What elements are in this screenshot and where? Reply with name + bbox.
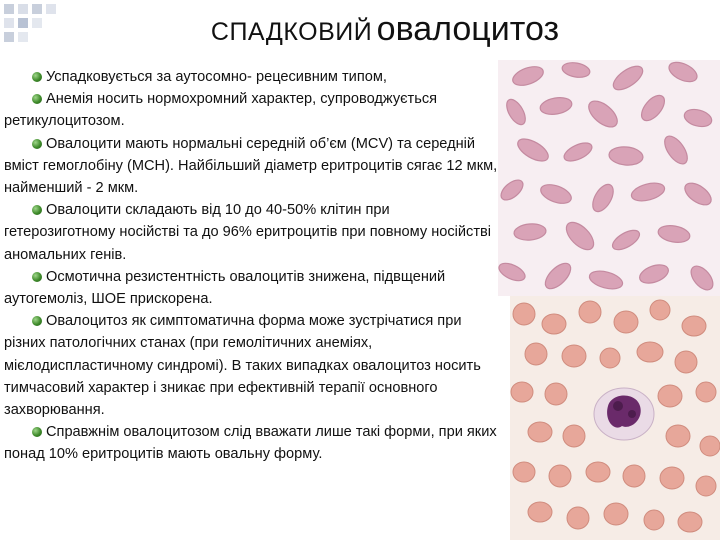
ovalocytes-micrograph — [498, 60, 720, 296]
decorative-squares-icon — [0, 0, 60, 48]
paragraph-3: Овалоцити мають нормальні середній об’єм (MCV) та середній вміст гемоглобіну (MCH). Найбільший діаметр еритроцитів сягає 12 мкм, найменший - 2 мкм. — [4, 135, 498, 197]
bullet-icon — [32, 316, 42, 326]
bullet-icon — [32, 72, 42, 82]
bullet-icon — [32, 139, 42, 149]
paragraph-6: Овалоцитоз як симптоматична форма може зустрічатися при різних патологічних станах (при гемолітичних анеміях, мієлодиспластичному синдромі). В таких випадках овалоцитоз носить тимчасовий характер і зникає при ефективній терапії основного захворювання. — [4, 313, 481, 419]
paragraph-4: Овалоцити складають від 10 до 40-50% клітин при гетерозиготному носійстві та до 96% еритроцитів при повному носійстві аномальних генів. — [4, 202, 492, 263]
paragraph-1: Успадковується за аутосомно- рецесивним типом, — [46, 69, 387, 85]
paragraph-5: Осмотична резистентність овалоцитів знижена, підвщений аутогемоліз, ШОЕ прискорена. — [4, 268, 446, 308]
title-part-2: овалоцитоз — [376, 10, 560, 48]
paragraph-2: Анемія носить нормохромний характер, супроводжується ретикулоцитозом. — [4, 91, 438, 130]
bullet-list — [4, 66, 504, 466]
bullet-icon — [32, 427, 42, 437]
title-part-1: СПАДКОВИЙ — [210, 18, 373, 46]
blood-smear-micrograph — [510, 296, 720, 540]
bullet-icon — [32, 272, 42, 282]
paragraph-7: Справжнім овалоцитозом слід вважати лише такі форми, при яких понад 10% еритроцитів мають овальну форму. — [4, 424, 497, 463]
bullet-icon — [32, 94, 42, 104]
page-title — [150, 10, 620, 49]
bullet-icon — [32, 205, 42, 215]
